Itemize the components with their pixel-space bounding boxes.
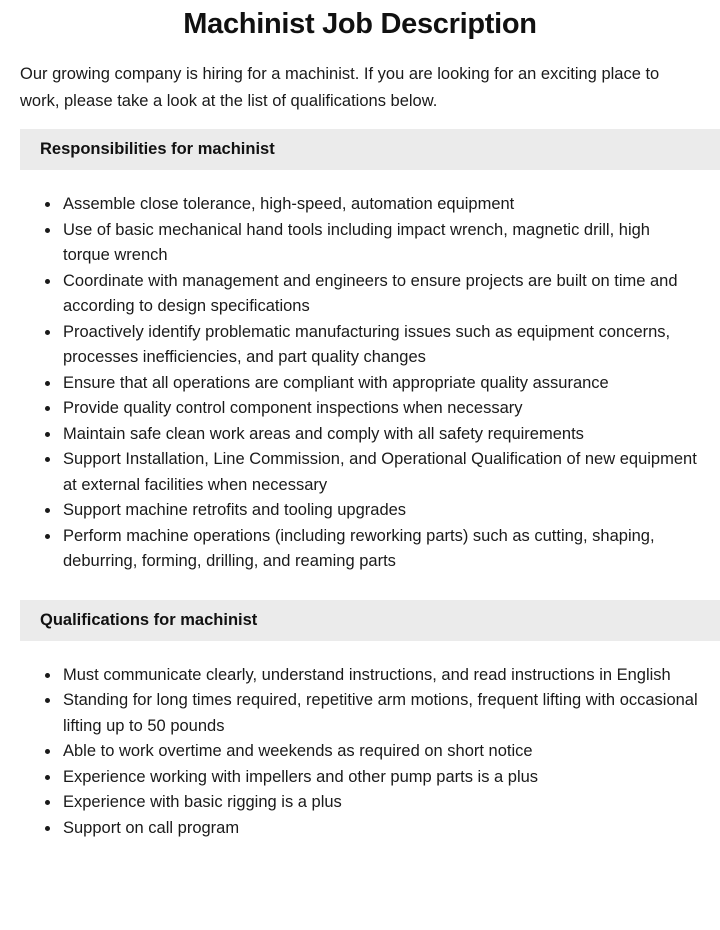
list-item: • Proactively identify problematic manufacturing issues such as equipment concerns, processes inefficiencies, and part quality changes [61,320,700,371]
list-item: • Provide quality control component inspections when necessary [61,396,700,422]
list-item: • Experience working with impellers and other pump parts is a plus [61,765,700,791]
list-item: • Support on call program [61,816,700,842]
list-item: • Assemble close tolerance, high-speed, automation equipment [61,192,700,218]
qualifications-section-heading: Qualifications for machinist [20,600,720,641]
list-item: • Use of basic mechanical hand tools including impact wrench, magnetic drill, high torque wrench [61,218,700,269]
qualifications-list [20,663,700,842]
section-responsibilities [0,129,720,575]
list-item: • Coordinate with management and engineers to ensure projects are built on time and according to design specifications [61,269,700,320]
intro-paragraph: Our growing company is hiring for a machinist. If you are looking for an exciting place to work, please take a look at the list of qualifications below. [20,65,660,110]
list-item: • Able to work overtime and weekends as required on short notice [61,739,700,765]
responsibilities-list [20,192,700,575]
list-item: • Perform machine operations (including reworking parts) such as cutting, shaping, deburring, forming, drilling, and reaming parts [61,524,700,575]
list-item: • Maintain safe clean work areas and comply with all safety requirements [61,422,700,448]
section-qualifications [0,600,720,842]
list-item: • Ensure that all operations are compliant with appropriate quality assurance [61,371,700,397]
list-item: • Standing for long times required, repetitive arm motions, frequent lifting with occasional lifting up to 50 pounds [61,688,700,739]
list-item: • Experience with basic rigging is a plus [61,790,700,816]
list-item: • Must communicate clearly, understand instructions, and read instructions in English [61,663,700,689]
page-title: Machinist Job Description [183,8,537,40]
document-page [0,8,720,930]
responsibilities-section-heading: Responsibilities for machinist [20,129,720,170]
list-item: • Support Installation, Line Commission, and Operational Qualification of new equipment at external facilities when necessary [61,447,700,498]
list-item: • Support machine retrofits and tooling upgrades [61,498,700,524]
